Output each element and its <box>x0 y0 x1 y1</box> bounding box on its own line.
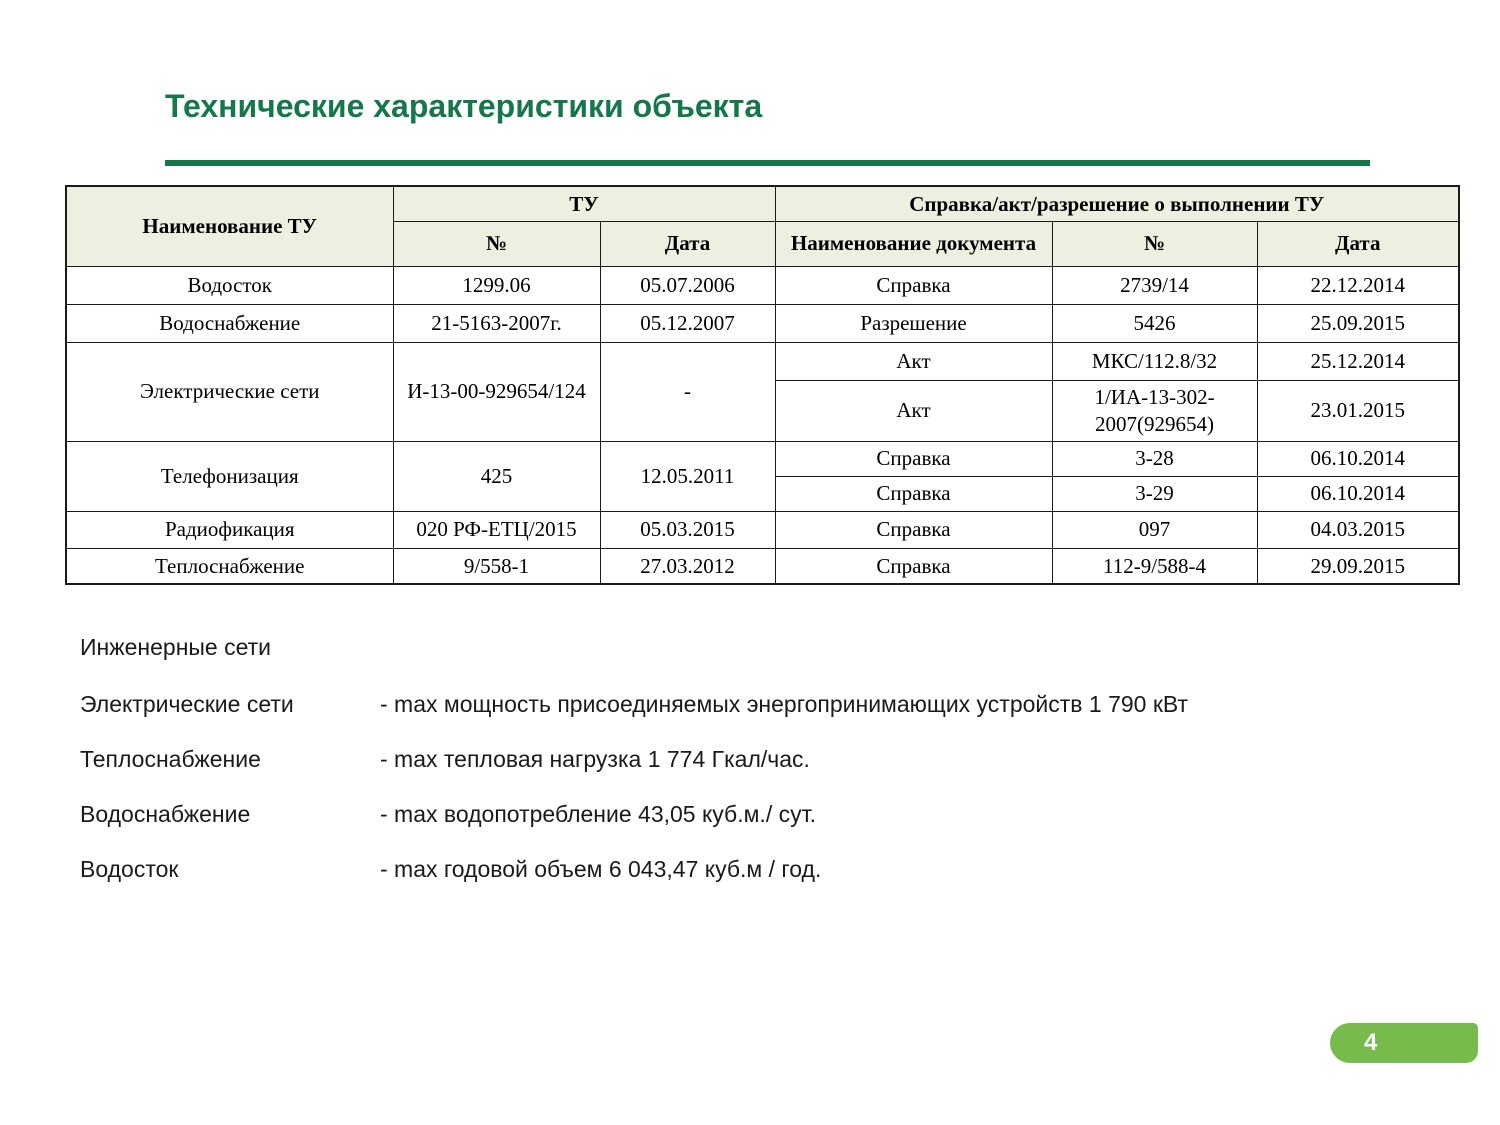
cell-doc-date: 29.09.2015 <box>1257 548 1459 584</box>
table-row <box>66 266 1459 304</box>
table-row <box>66 304 1459 342</box>
note-row <box>80 801 816 828</box>
cell-tu-no: 1299.06 <box>393 266 600 304</box>
cell-name: Водоснабжение <box>66 304 393 342</box>
cell-name: Телефонизация <box>66 441 393 511</box>
cell-tu-date: 27.03.2012 <box>600 548 775 584</box>
note-label: Электрические сети <box>80 691 294 717</box>
cell-tu-date: - <box>600 342 775 441</box>
cell-doc: Справка <box>775 476 1052 511</box>
note-text: - max годовой объем 6 043,47 куб.м / год. <box>380 856 822 882</box>
cell-tu-no: 425 <box>393 441 600 511</box>
cell-doc-date: 25.12.2014 <box>1257 342 1459 380</box>
cell-name: Теплоснабжение <box>66 548 393 584</box>
cell-doc: Справка <box>775 511 1052 548</box>
header-doc-name: Наименование документа <box>775 221 1052 266</box>
table-row <box>66 511 1459 548</box>
cell-doc-date: 23.01.2015 <box>1257 380 1459 441</box>
cell-name: Водосток <box>66 266 393 304</box>
cell-tu-no: 21-5163-2007г. <box>393 304 600 342</box>
table-row <box>66 342 1459 380</box>
cell-doc-no: 3-28 <box>1052 441 1257 476</box>
cell-name: Радиофикация <box>66 511 393 548</box>
header-doc-no: № <box>1052 221 1257 266</box>
cell-doc: Справка <box>775 548 1052 584</box>
cell-doc: Разрешение <box>775 304 1052 342</box>
cell-doc: Справка <box>775 441 1052 476</box>
header-doc-date: Дата <box>1257 221 1459 266</box>
cell-doc-date: 06.10.2014 <box>1257 476 1459 511</box>
table-row <box>66 548 1459 584</box>
header-name-tu: Наименование ТУ <box>66 186 393 266</box>
cell-doc: Акт <box>775 342 1052 380</box>
cell-tu-date: 12.05.2011 <box>600 441 775 511</box>
note-row <box>80 856 821 883</box>
table-header-row-groups <box>66 186 1459 221</box>
note-label: Водосток <box>80 856 179 882</box>
notes-heading: Инженерные сети <box>80 634 272 660</box>
note-row <box>80 691 1188 718</box>
cell-tu-date: 05.03.2015 <box>600 511 775 548</box>
header-tu-date: Дата <box>600 221 775 266</box>
header-doc-group: Справка/акт/разрешение о выполнении ТУ <box>775 186 1459 221</box>
cell-tu-no: И-13-00-929654/124 <box>393 342 600 441</box>
cell-doc-no: 5426 <box>1052 304 1257 342</box>
note-text: - max водопотребление 43,05 куб.м./ сут. <box>380 801 816 827</box>
cell-doc-no: 1/ИА-13-302-2007(929654) <box>1052 380 1257 441</box>
note-text: - max мощность присоединяемых энергопринимающих устройств 1 790 кВт <box>380 691 1189 717</box>
title-underline <box>165 160 1370 166</box>
cell-tu-date: 05.07.2006 <box>600 266 775 304</box>
note-label: Теплоснабжение <box>80 746 261 772</box>
cell-doc-date: 04.03.2015 <box>1257 511 1459 548</box>
header-tu-group: ТУ <box>393 186 775 221</box>
cell-doc-no: 097 <box>1052 511 1257 548</box>
cell-doc-no: 3-29 <box>1052 476 1257 511</box>
note-label: Водоснабжение <box>80 801 251 827</box>
note-row <box>80 746 810 773</box>
cell-tu-no: 9/558-1 <box>393 548 600 584</box>
header-tu-no: № <box>393 221 600 266</box>
cell-doc-date: 25.09.2015 <box>1257 304 1459 342</box>
tech-specs-table <box>65 185 1460 585</box>
cell-doc-no: 112-9/588-4 <box>1052 548 1257 584</box>
page-number-badge: 4 <box>1330 1023 1478 1063</box>
note-text: - max тепловая нагрузка 1 774 Гкал/час. <box>380 746 810 772</box>
cell-doc-no: 2739/14 <box>1052 266 1257 304</box>
table-row <box>66 441 1459 476</box>
cell-tu-date: 05.12.2007 <box>600 304 775 342</box>
cell-tu-no: 020 РФ-ЕТЦ/2015 <box>393 511 600 548</box>
cell-doc-no: МКС/112.8/32 <box>1052 342 1257 380</box>
cell-doc-date: 22.12.2014 <box>1257 266 1459 304</box>
cell-name: Электрические сети <box>66 342 393 441</box>
cell-doc: Справка <box>775 266 1052 304</box>
page-title: Технические характеристики объекта <box>165 88 763 124</box>
cell-doc-date: 06.10.2014 <box>1257 441 1459 476</box>
cell-doc: Акт <box>775 380 1052 441</box>
